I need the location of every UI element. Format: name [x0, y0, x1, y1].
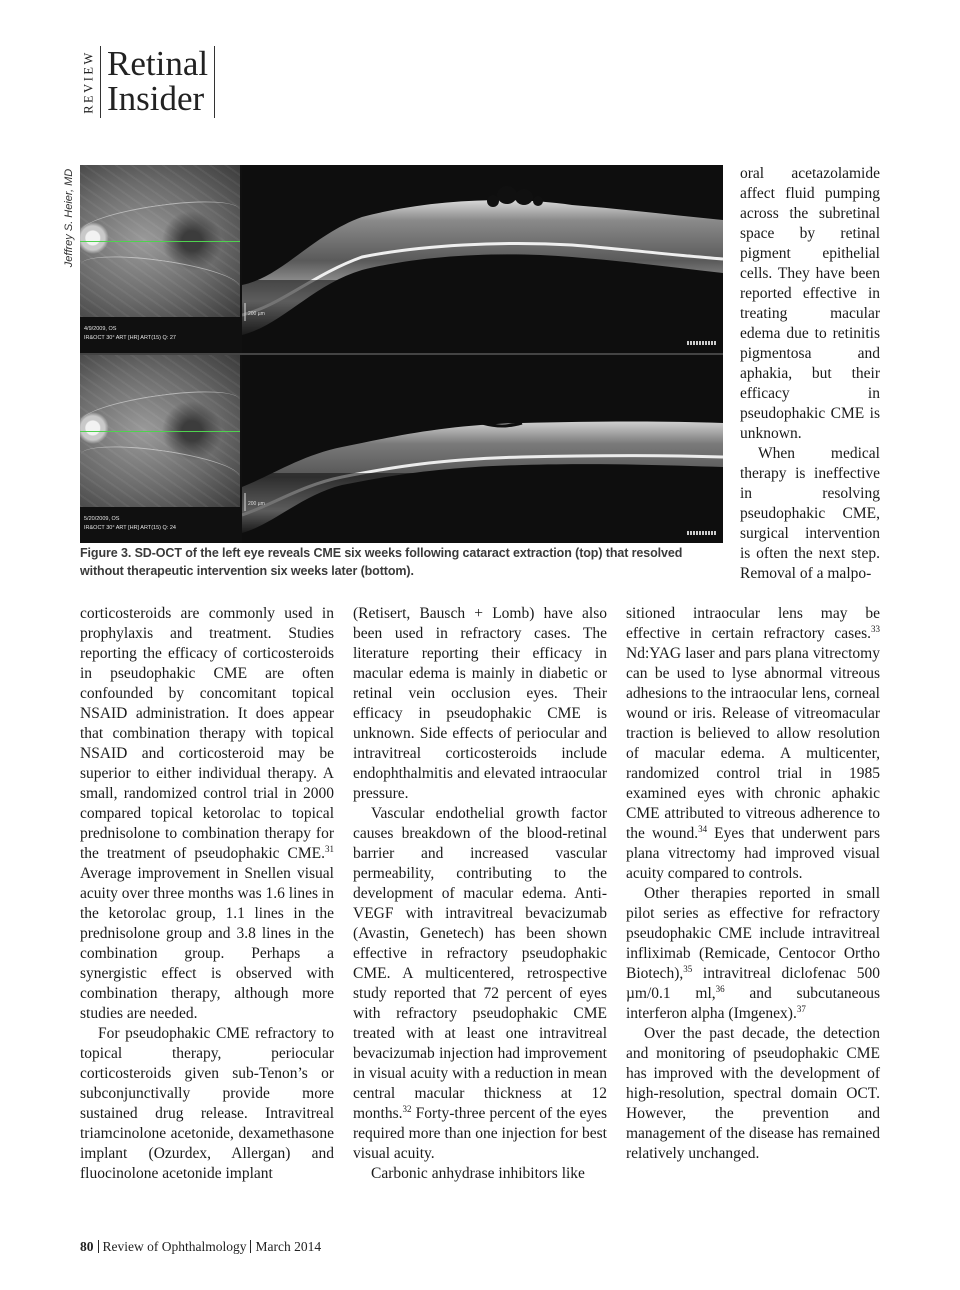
page-footer [80, 1239, 321, 1255]
reference-mark: 31 [325, 843, 334, 854]
paragraph: sitioned intraocular lens may be effective in certain refractory cases.$^{33}$ Nd:YAG laser and pars plana vitrectomy can be used to lyse abnormal vitreous adhesions to the intraocular lens, corneal wound or iris. Release of vitreomacular traction is believed to allow resolution of macular edema. A multicenter, randomized control trial in 1985 examined eyes with chronic aphakic CME attributed to vitreous adherence to the wound.$^{34}$ Eyes that underwent pars plana vitrectomy had improved visual acuity compared to controls. [626, 605, 880, 882]
scan-line [80, 431, 240, 432]
oct-panel-top [80, 165, 723, 353]
oct-bscan-top [242, 165, 723, 353]
scale-label: 200 µm [248, 311, 265, 317]
divider [250, 1240, 251, 1253]
figure-caption: Figure 3. SD-OCT of the left eye reveals CME six weeks following cataract extraction (top) that resolved without therapeutic intervention six weeks later (bottom). [80, 546, 683, 578]
reference-mark: 35 [683, 963, 693, 974]
column-3 [626, 604, 880, 1164]
oct-panel-bottom [80, 353, 723, 543]
paragraph: (Retisert, Bausch + Lomb) have also been used in refractory cases. The literature reporting their efficacy in macular edema is mainly in diabetic or retinal vein occlusion eyes. Their efficacy in pseudophakic CME is unknown. Side effects of periocular and intravitreal corticosteroids include endophthalmitis and elevated intraocular pressure. [353, 605, 607, 802]
reference-mark: 36 [715, 983, 725, 994]
section-label: REVIEW [78, 46, 101, 118]
reference-mark: 33 [871, 623, 880, 634]
divider [98, 1240, 99, 1253]
paragraph: Over the past decade, the detection and monitoring of pseudophakic CME has improved with the development of high-resolution, spectral domain OCT. However, the prevention and management of the disease has remained relatively unchanged. [626, 1025, 880, 1162]
paragraph: When medical therapy is ineffective in resolving pseudophakic CME, surgical intervention is often the next step. Removal of a malpo- [740, 445, 880, 582]
oct-bscan-bottom [242, 355, 723, 543]
photo-credit: Jeffrey S. Heier, MD [63, 168, 75, 268]
scale-label: 200 µm [248, 501, 265, 507]
page-number: 80 [80, 1239, 94, 1254]
paragraph: Carbonic anhydrase inhibitors like [371, 1165, 585, 1182]
column-1 [80, 604, 334, 1184]
column-3-top [740, 164, 880, 584]
scan-metadata: 5/20/2009, OS IR&OCT 30° ART [HR] ART(15) Q: 24 [84, 516, 176, 531]
column-2 [353, 604, 607, 1184]
paragraph: For pseudophakic CME refractory to topical therapy, periocular corticosteroids given sub-Tenon’s or subconjunctivally provide more sustained drug release. Intravitreal triamcinolone acetonide, dexamethasone implant (Ozurdex, Allergan) and fluocinolone acetonide implant [80, 1025, 334, 1182]
reference-mark: 34 [698, 823, 708, 834]
reference-mark: 32 [402, 1103, 412, 1114]
journal-name: Review of Ophthalmology [102, 1239, 247, 1254]
reference-mark: 37 [796, 1003, 806, 1014]
paragraph: Vascular endothelial growth factor causes breakdown of the blood-retinal barrier and increased vascular permeability, contributing to the development of macular edema. Anti-VEGF with intravitreal bevacizumab (Avastin, Genetech) has been shown effective in refractory pseudophakic CME. A multicentered, retrospective study reported that 72 percent of eyes with refractory pseudophakic CME treated with at least one intravitreal bevacizumab injection had improvement in visual acuity with a reduction in mean central macular thickness at 12 months.$^{32}$ Forty-three percent of the eyes required more than one injection for best visual acuity. [353, 805, 607, 1162]
paragraph: oral acetazolamide affect fluid pumping across the subretinal space by retinal pigment epithelial cells. They have been reported effective in treating macular edema due to retinitis pigmentosa and aphakia, but their efficacy in pseudophakic CME is unknown. [740, 165, 880, 442]
paragraph: corticosteroids are commonly used in prophylaxis and treatment. Studies reporting the efficacy of corticosteroids in pseudophakic CME are often confounded by concomitant topical NSAID administration. It does appear that combination therapy with topical NSAID and corticosteroid may be superior to either individual therapy. A small, randomized control trial in 2000 compared topical ketorolac to topical prednisolone to combination therapy for the treatment of pseudophakic CME.$^{31}$ Average improvement in Snellen visual acuity over three months was 1.6 lines in the ketorolac group, 1.1 lines in the prednisolone group and 3.8 lines in the combination group. Perhaps a synergistic effect is observed with combination therapy, although more studies are needed. [80, 605, 334, 1022]
column-title: Retinal Insider [101, 46, 215, 118]
device-logo [687, 531, 717, 535]
issue-date: March 2014 [255, 1239, 322, 1254]
paragraph: Other therapies reported in small pilot series as effective for refractory pseudophakic CME include intravitreal infliximab (Remicade, Centocor Ortho Biotech),$^{35}$ intravitreal diclofenac 500 µm/0.1 ml,$^{36}$ and subcutaneous interferon alpha (Imgenex).$^{37}$ [626, 885, 880, 1022]
device-logo [687, 341, 717, 345]
scan-metadata: 4/9/2009, OS IR&OCT 30° ART [HR] ART(15) Q: 27 [84, 326, 176, 341]
oct-figure [80, 165, 723, 541]
masthead [78, 46, 215, 118]
scan-line [80, 241, 240, 242]
